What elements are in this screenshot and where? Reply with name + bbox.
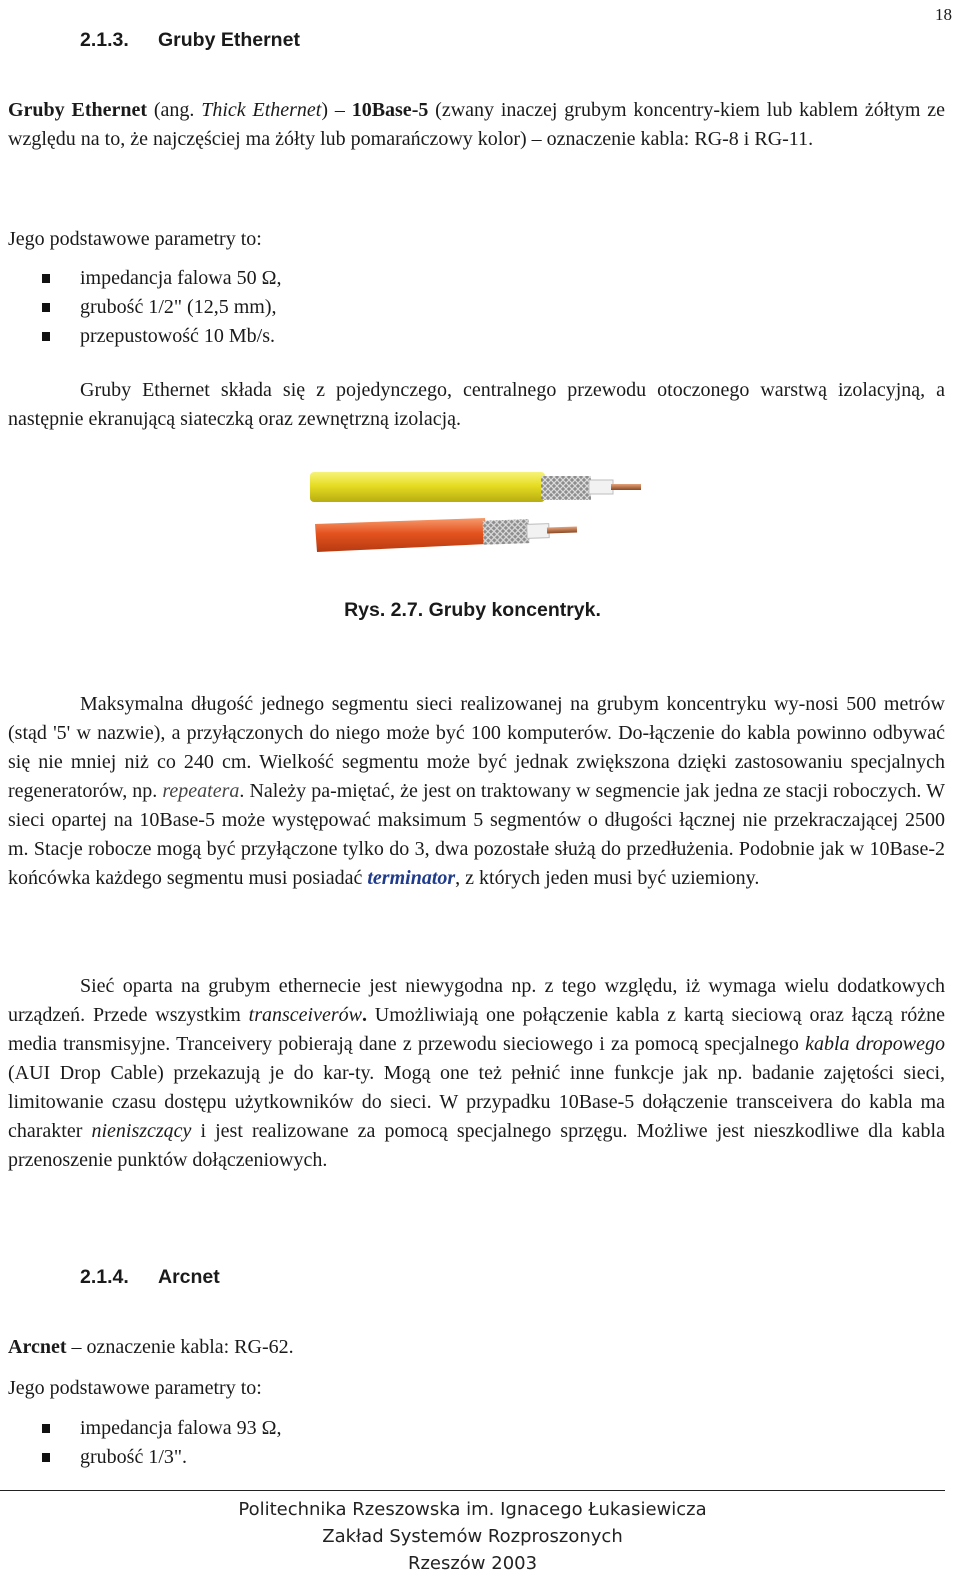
footer-university: Politechnika Rzeszowska im. Ignacego Łukasiewicza <box>238 1499 707 1520</box>
bullet-square-icon <box>42 332 50 341</box>
yellow-cable <box>310 472 641 502</box>
bullet-square-icon <box>42 1453 50 1462</box>
arcnet-params-list <box>8 1414 908 1472</box>
list-item: przepustowość 10 Mb/s. <box>8 322 908 351</box>
term-arcnet: Arcnet <box>8 1336 67 1358</box>
arcnet-line: Arcnet – oznaczenie kabla: RG-62. <box>8 1336 294 1358</box>
figure-caption: Rys. 2.7. Gruby koncentryk. <box>344 599 601 621</box>
footer <box>0 1496 945 1577</box>
term-10base5: 10Base-5 <box>351 99 429 121</box>
term-gruby-ethernet: Gruby Ethernet <box>8 99 148 121</box>
bullet-square-icon <box>42 303 50 312</box>
section-heading-gruby-ethernet <box>80 29 300 52</box>
section-title: Arcnet <box>158 1266 220 1288</box>
section-heading-arcnet <box>80 1266 220 1289</box>
section-number: 2.1.3. <box>80 29 129 51</box>
bullet-square-icon <box>42 274 50 283</box>
orange-cable <box>315 518 577 552</box>
section-title: Gruby Ethernet <box>158 29 300 51</box>
max-segment-paragraph: Maksymalna długość jednego segmentu sieci realizowanej na grubym koncentryku wy-nosi 500 metrów (stąd '5' w nazwie), a przyłączonych do niego może być 100 komputerów. Do-łączenie do kabla powinno odbywać się nie mniej niż co 240 cm. Wielkość segmentu może być jednak zwiększona dzięki zastosowaniu specjalnych regeneratorów, np. repeatera. Należy pa-miętać, że jest on traktowany w segmencie jak jedna ze stacji roboczych. W sieci opartej na 10Base-5 może występować maksimum 5 segmentów o długości łącznej nie przekraczającej 2500 m. Stacje robocze mogą być przyłączone tylko do 3, dwa pozostałe służą do przedłużenia. Podobnie jak w 10Base-2 końcówka każdego segmentu musi posiadać terminator, z których jeden musi być uziemiony. <box>8 693 945 889</box>
footer-divider <box>0 1490 945 1491</box>
intro-paragraph: Gruby Ethernet (ang. Thick Ethernet) – 10Base-5 (zwany inaczej grubym koncentry-kiem lub kablem żółtym ze względu na to, że najczęściej ma żółty lub pomarańczowy kolor) – oznaczenie kabla: RG-8 i RG-11. <box>8 99 945 150</box>
section-number: 2.1.4. <box>80 1266 129 1288</box>
arcnet-params-heading: Jego podstawowe parametry to: <box>8 1377 262 1399</box>
list-item: impedancja falowa 50 Ω, <box>8 264 908 293</box>
term-drop-cable: kabla dropowego <box>805 1033 946 1055</box>
params-heading: Jego podstawowe parametry to: <box>8 228 262 250</box>
footer-department: Zakład Systemów Rozproszonych <box>322 1526 623 1547</box>
term-nonintrusive: nieniszczący <box>91 1120 192 1142</box>
thick-coax-cable-photo <box>305 462 645 572</box>
term-transceivers: transceiverów <box>248 1004 362 1026</box>
bullet-square-icon <box>42 1424 50 1433</box>
transceiver-paragraph: Sieć oparta na grubym ethernecie jest niewygodna np. z tego względu, iż wymaga wielu dodatkowych urządzeń. Przede wszystkim transceiverów. Umożliwiają one połączenie kabla z kartą sieciową oraz łączą różne media transmisyjne. Tranceivery pobierają dane z przewodu sieciowego i za pomocą specjalnego kabla dropowego (AUI Drop Cable) przekazują je do kar-ty. Mogą one też pełnić inne funkcje jak np. badanie zajętości sieci, limitowanie czasu dostępu użytkowników do sieci. W przypadku 10Base-5 dołączenie transceivera do kabla ma charakter nieniszczący i jest realizowane za pomocą specjalnego sprzęgu. Możliwe jest nieszkodliwe dla kabla przenoszenie punktów dołączeniowych. <box>8 975 946 1171</box>
page-number: 18 <box>935 5 952 24</box>
list-item: impedancja falowa 93 Ω, <box>8 1414 908 1443</box>
params-list <box>8 264 908 351</box>
footer-city-year: Rzeszów 2003 <box>407 1553 538 1574</box>
structure-paragraph: Gruby Ethernet składa się z pojedynczego, centralnego przewodu otoczonego warstwą izolacyjną, a następnie ekranującą siateczką oraz zewnętrzną izolacją. <box>8 379 945 430</box>
term-repeater: repeatera <box>162 780 240 802</box>
list-item: grubość 1/2" (12,5 mm), <box>8 293 908 322</box>
term-terminator: terminator <box>367 867 456 889</box>
list-item: grubość 1/3". <box>8 1443 908 1472</box>
term-thick-ethernet: Thick Ethernet <box>201 99 322 121</box>
